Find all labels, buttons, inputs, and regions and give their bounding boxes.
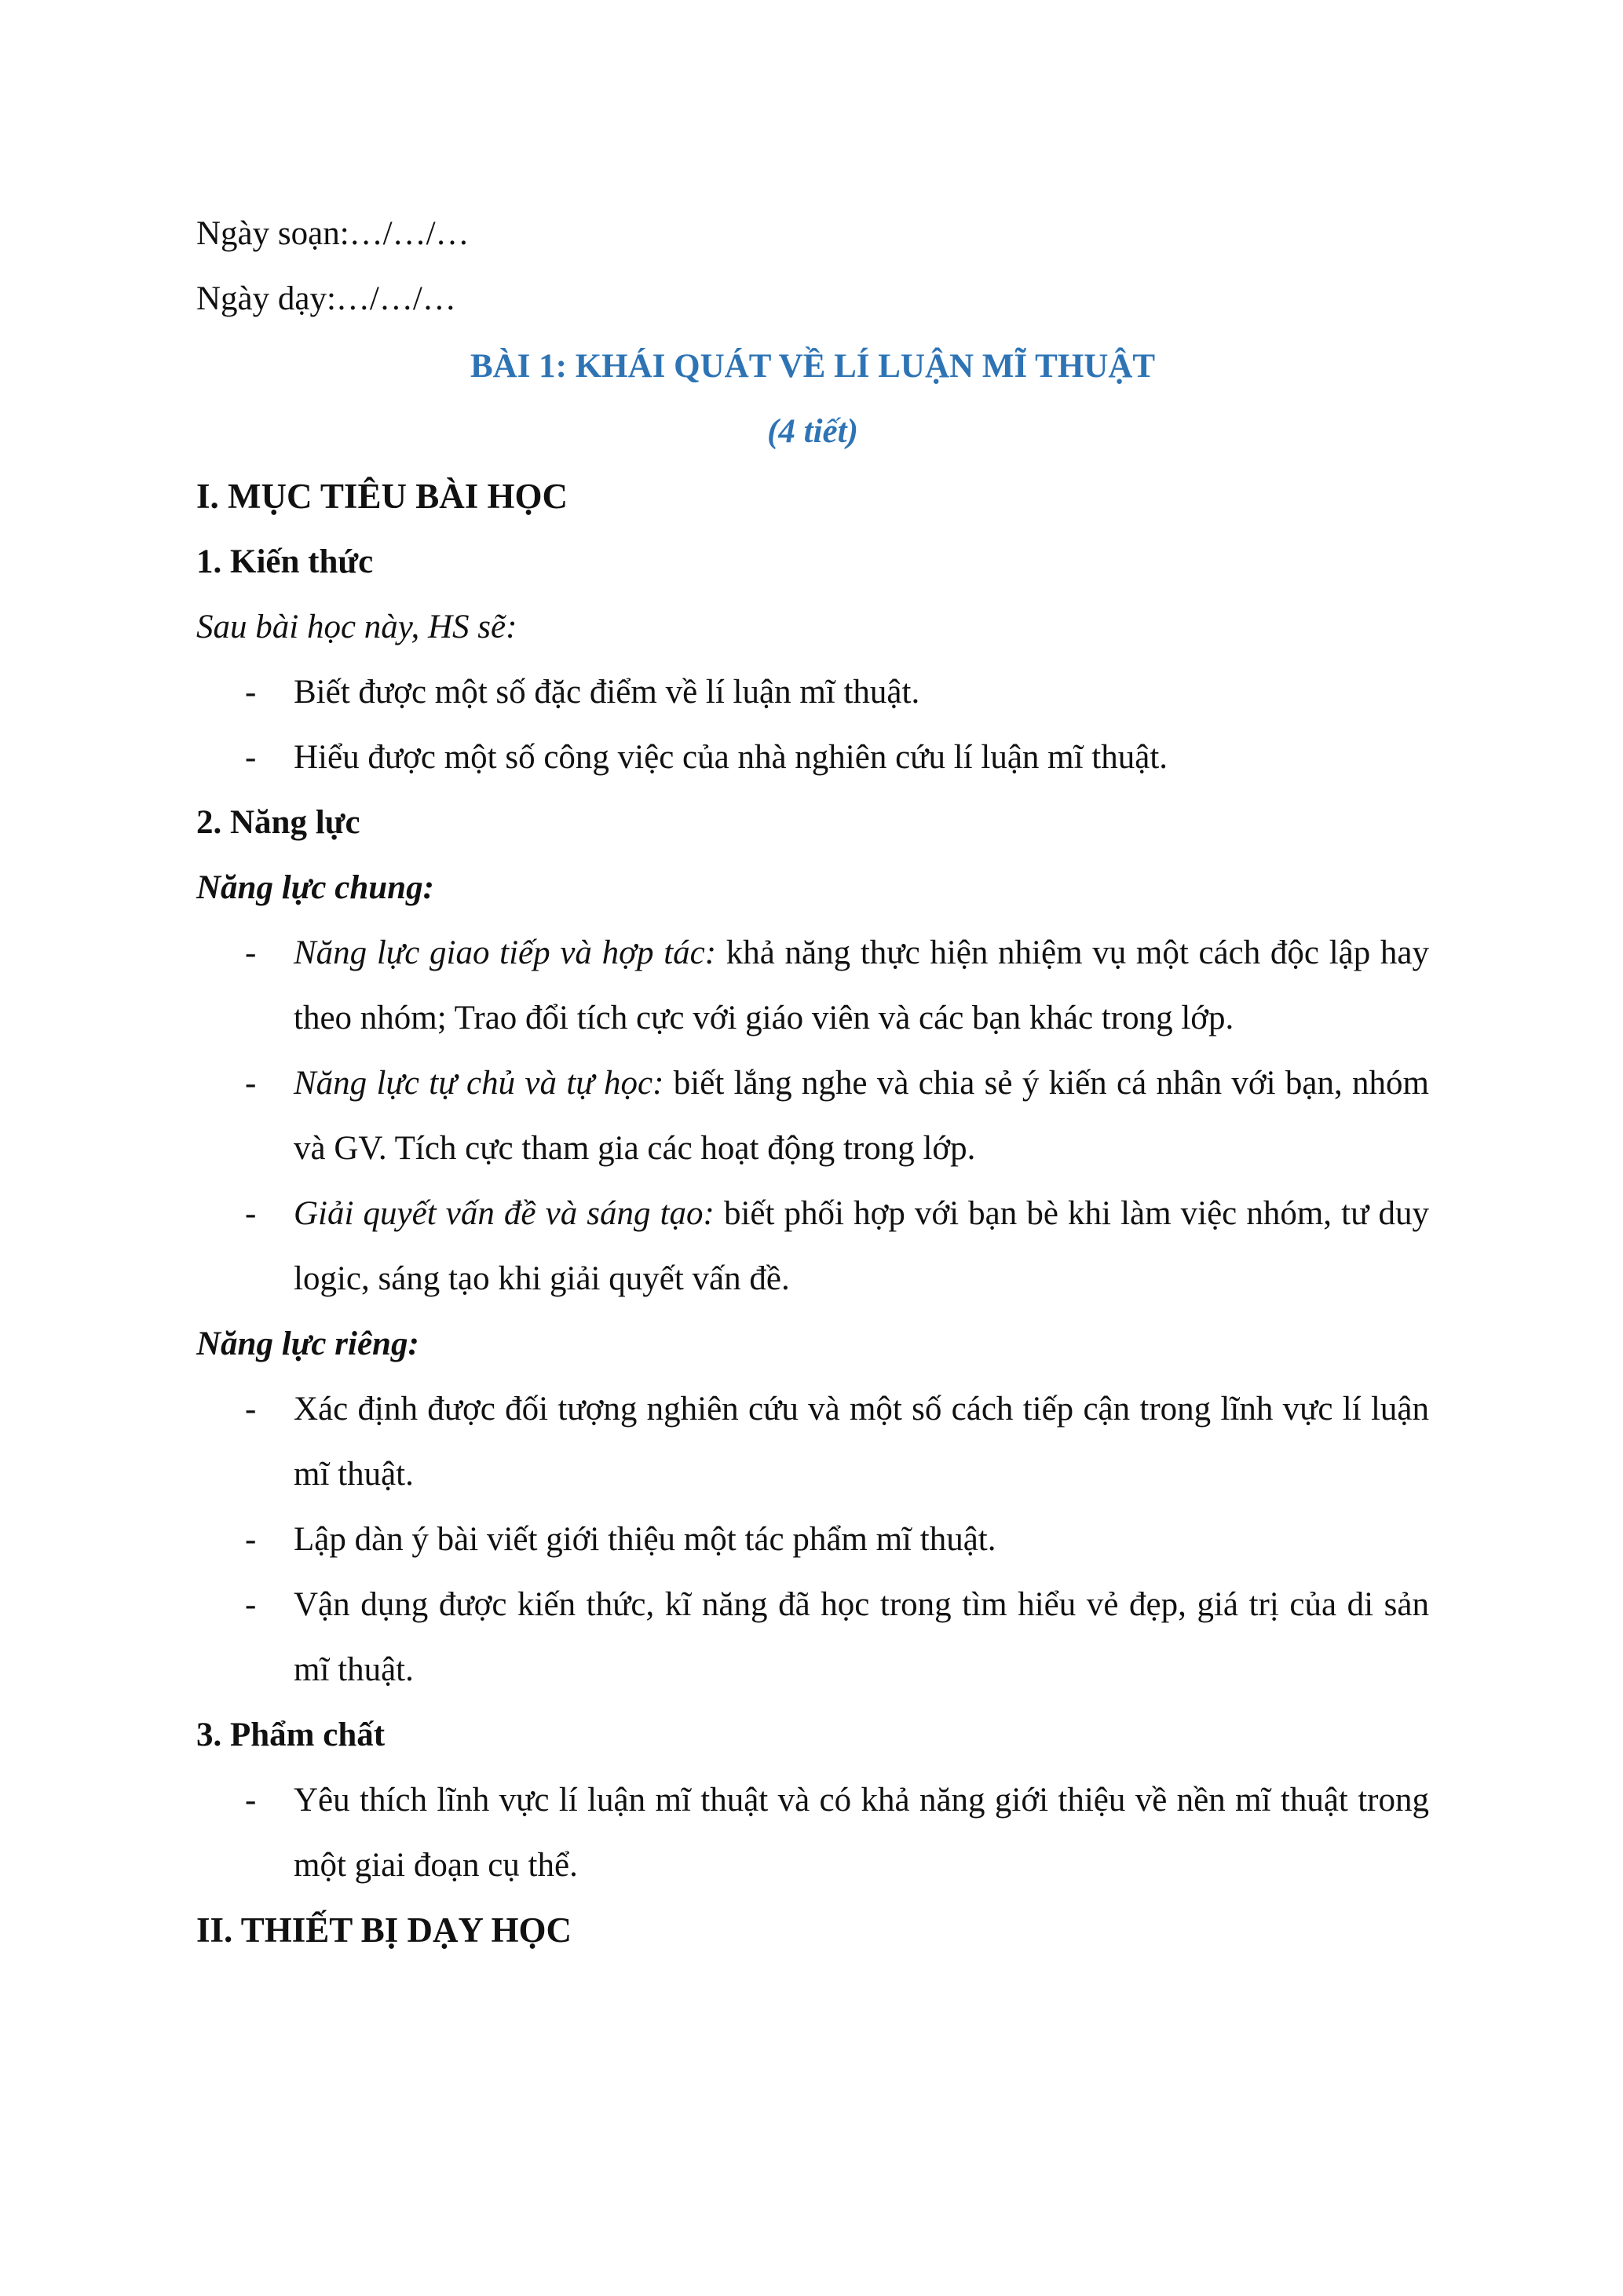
list-item — [196, 1507, 1429, 1572]
list-item-text: khả năng thực hiện nhiệm vụ một cách độc lập hay theo nhóm; Trao đổi tích cực với giáo viên và các bạn khác trong lớp. — [294, 934, 1429, 1036]
list-item — [196, 1181, 1429, 1311]
teach-date: Ngày dạy:…/…/… — [196, 280, 456, 317]
list-item — [196, 1768, 1429, 1898]
list-item — [196, 725, 1429, 790]
list-item-label: Năng lực tự chủ và tự học: — [294, 1065, 664, 1102]
knowledge-list — [196, 660, 1429, 790]
list-item — [196, 1051, 1429, 1181]
list-item-text: Xác định được đối tượng nghiên cứu và một số cách tiếp cận trong lĩnh vực lí luận mĩ thuật. — [294, 1391, 1429, 1493]
bullet-dash: - — [245, 1782, 257, 1819]
quality-list — [196, 1768, 1429, 1898]
bullet-dash: - — [245, 1391, 257, 1428]
prep-date: Ngày soạn:…/…/… — [196, 215, 470, 252]
bullet-dash: - — [245, 1521, 257, 1558]
quality-heading: 3. Phẩm chất — [196, 1717, 386, 1753]
bullet-dash: - — [245, 1586, 257, 1623]
section-objectives-heading: I. MỤC TIÊU BÀI HỌC — [196, 477, 568, 516]
competence-heading: 2. Năng lực — [196, 804, 360, 841]
list-item — [196, 660, 1429, 725]
document-page — [196, 201, 1429, 1963]
list-item-text: Yêu thích lĩnh vực lí luận mĩ thuật và có khả năng giới thiệu về nền mĩ thuật trong một giai đoạn cụ thể. — [294, 1782, 1429, 1884]
list-item-text: Hiểu được một số công việc của nhà nghiên cứu lí luận mĩ thuật. — [294, 739, 1168, 776]
list-item — [196, 1572, 1429, 1702]
list-item-text: Vận dụng được kiến thức, kĩ năng đã học trong tìm hiểu vẻ đẹp, giá trị của di sản mĩ thuật. — [294, 1586, 1429, 1688]
bullet-dash: - — [245, 1195, 257, 1232]
section-equipment-heading: II. THIẾT BỊ DẠY HỌC — [196, 1910, 572, 1950]
bullet-dash: - — [245, 674, 257, 711]
list-item — [196, 1377, 1429, 1507]
list-item — [196, 920, 1429, 1051]
general-competence-heading: Năng lực chung: — [196, 869, 434, 906]
list-item-text: Biết được một số đặc điểm về lí luận mĩ thuật. — [294, 674, 920, 711]
lesson-periods: (4 tiết) — [767, 413, 858, 450]
list-item-text: biết lắng nghe và chia sẻ ý kiến cá nhân với bạn, nhóm và GV. Tích cực tham gia các hoạt động trong lớp. — [294, 1065, 1429, 1167]
bullet-dash: - — [245, 1065, 257, 1102]
list-item-label: Năng lực giao tiếp và hợp tác: — [294, 934, 717, 971]
bullet-dash: - — [245, 739, 257, 776]
general-competence-list — [196, 920, 1429, 1311]
list-item-text: Lập dàn ý bài viết giới thiệu một tác phẩm mĩ thuật. — [294, 1521, 996, 1558]
list-item-label: Giải quyết vấn đề và sáng tạo: — [294, 1195, 715, 1232]
bullet-dash: - — [245, 934, 257, 971]
knowledge-heading: 1. Kiến thức — [196, 543, 374, 580]
specific-competence-list — [196, 1377, 1429, 1702]
list-item-text: biết phối hợp với bạn bè khi làm việc nhóm, tư duy logic, sáng tạo khi giải quyết vấn đề. — [294, 1195, 1429, 1297]
knowledge-intro: Sau bài học này, HS sẽ: — [196, 609, 517, 645]
specific-competence-heading: Năng lực riêng: — [196, 1325, 419, 1362]
lesson-title: BÀI 1: KHÁI QUÁT VỀ LÍ LUẬN MĨ THUẬT — [470, 348, 1156, 385]
